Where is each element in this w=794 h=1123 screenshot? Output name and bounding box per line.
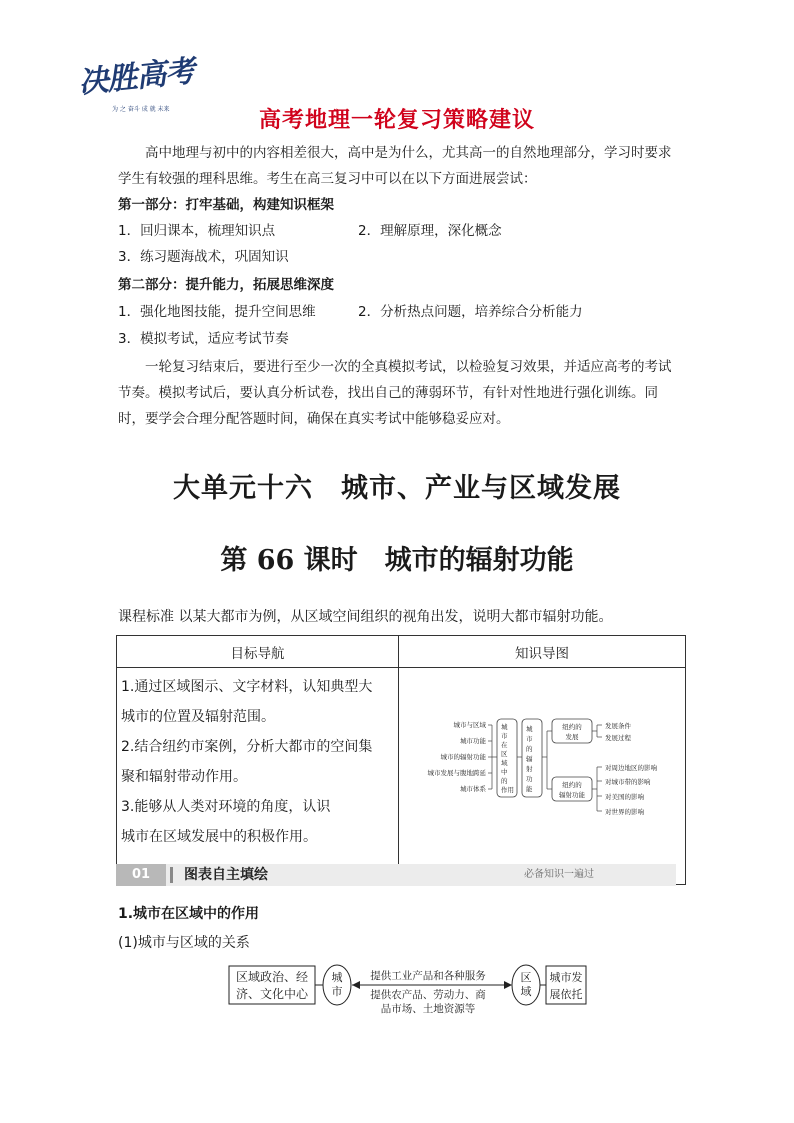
mindmap-cell [399, 668, 686, 885]
svg-text:市: 市 [331, 985, 343, 998]
part1-heading: 第一部分：打牢基础，构建知识框架 [118, 197, 334, 213]
mindmap-leaf: 发展过程 [605, 734, 631, 742]
unit-title: 大单元十六 城市、产业与区域发展 [173, 473, 621, 504]
mindmap-branch-1-label: 纽约的 [562, 723, 582, 731]
page-title: 高考地理一轮复习策略建议 [258, 108, 535, 133]
svg-text:域: 域 [520, 985, 532, 998]
subsection-subheading: (1)城市与区域的关系 [118, 935, 250, 951]
part2-item-2: 2．分析热点问题，培养综合分析能力 [358, 304, 583, 320]
mindmap-bracket-1 [488, 725, 497, 789]
diagram-arrow-head-left [352, 981, 360, 989]
part2-item-3: 3．模拟考试，适应考试节奏 [118, 331, 289, 347]
mindmap-left-item: 城市与区域 [453, 721, 486, 729]
goal-line: 城市的位置及辐射范围。 [121, 709, 275, 725]
part1-item-2: 2．理解原理，深化概念 [358, 223, 502, 239]
lesson-title: 第 66 课时 城市的辐射功能 [220, 545, 574, 576]
diagram-bottom-label-1: 提供农产品、劳动力、商 [370, 989, 486, 1001]
mindmap-leaf: 对世界的影响 [605, 808, 644, 816]
diagram-right-line-2: 展依托 [549, 988, 583, 1001]
mindmap-leaf: 对美国的影响 [605, 793, 644, 801]
section-title: 图表自主填绘 [184, 867, 268, 883]
mindmap-leaf: 对城市带的影响 [605, 778, 651, 786]
mindmap-box-1-label: 城市在 区域中 的作用 [501, 723, 514, 794]
svg-text:发展: 发展 [565, 733, 579, 741]
goal-line: 2.结合纽约市案例，分析大都市的空间集 [121, 739, 373, 755]
part1-item-3: 3．练习题海战术，巩固知识 [118, 249, 289, 265]
diagram-left-line-1: 区域政治、经 [235, 970, 309, 984]
part2-heading: 第二部分：提升能力，拓展思维深度 [118, 277, 334, 293]
subsection-heading: 1.城市在区域中的作用 [118, 906, 260, 922]
mindmap-left-item: 城市功能 [460, 737, 486, 745]
svg-text:辐射功能: 辐射功能 [559, 791, 585, 799]
goals-table [116, 635, 686, 885]
mindmap-left-item: 城市体系 [460, 785, 486, 793]
goal-line: 1.通过区域图示、文字材料，认知典型大 [121, 679, 373, 695]
goals-cell [117, 668, 399, 885]
diagram-arrow-head-right [504, 981, 512, 989]
closing-paragraph: 一轮复习结束后，要进行至少一次的全真模拟考试，以检验复习效果，并适应高考的考试节奏。模拟考试后，要认真分析试卷，找出自己的薄弱环节，有针对性地进行强化训练。同时，要学会合理分配答题时间，确保在真实考试中能够稳妥应对。 [118, 359, 672, 427]
city-region-diagram [228, 964, 588, 1016]
mindmap-header: 知识导图 [399, 636, 686, 668]
goal-line: 城市在区域发展中的积极作用。 [121, 829, 317, 845]
mindmap-leaf: 对周边地区的影响 [605, 764, 657, 772]
svg-text:为 之 奋斗 成 就 未来: 为 之 奋斗 成 就 未来 [112, 106, 170, 113]
section-number: 01 [116, 864, 166, 886]
diagram-region-label: 区 [520, 971, 532, 984]
mindmap-left-item: 城市的辐射功能 [440, 753, 486, 761]
course-standard: 课程标准 以某大都市为例，从区域空间组织的视角出发，说明大都市辐射功能。 [118, 609, 613, 625]
mindmap-branch-2-label: 纽约的 [562, 781, 582, 789]
part1-item-1: 1．回归课本，梳理知识点 [118, 223, 276, 239]
goal-line: 聚和辐射带动作用。 [121, 769, 247, 785]
diagram-right-line-1: 城市发 [549, 971, 583, 984]
section-bar [116, 864, 676, 886]
goal-line: 3.能够从人类对环境的角度，认识 [121, 799, 331, 815]
diagram-bottom-label-2: 品市场、土地资源等 [380, 1003, 476, 1015]
section-note: 必备知识一遍过 [524, 869, 594, 880]
mindmap-leaf: 发展条件 [605, 722, 631, 730]
logo-text: 决胜高考 [76, 53, 196, 101]
intro-paragraph: 高中地理与初中的内容相差很大，高中是为什么，尤其高一的自然地理部分，学习时要求学生有较强的理科思维。考生在高三复习中可以在以下方面进展尝试： [118, 145, 672, 187]
mindmap-left-item: 城市发展与腹地跨延 [427, 769, 486, 777]
part2-item-1: 1．强化地图技能，提升空间思维 [118, 304, 316, 320]
diagram-city-label: 城 [331, 971, 343, 984]
knowledge-mindmap [400, 669, 684, 879]
mindmap-box-2-label: 城市的 辐射功 能 [526, 725, 533, 793]
diagram-top-label: 提供工业产品和各种服务 [370, 970, 486, 982]
diagram-left-line-2: 济、文化中心 [235, 987, 309, 1001]
section-divider [170, 867, 173, 883]
goals-header: 目标导航 [117, 636, 399, 668]
